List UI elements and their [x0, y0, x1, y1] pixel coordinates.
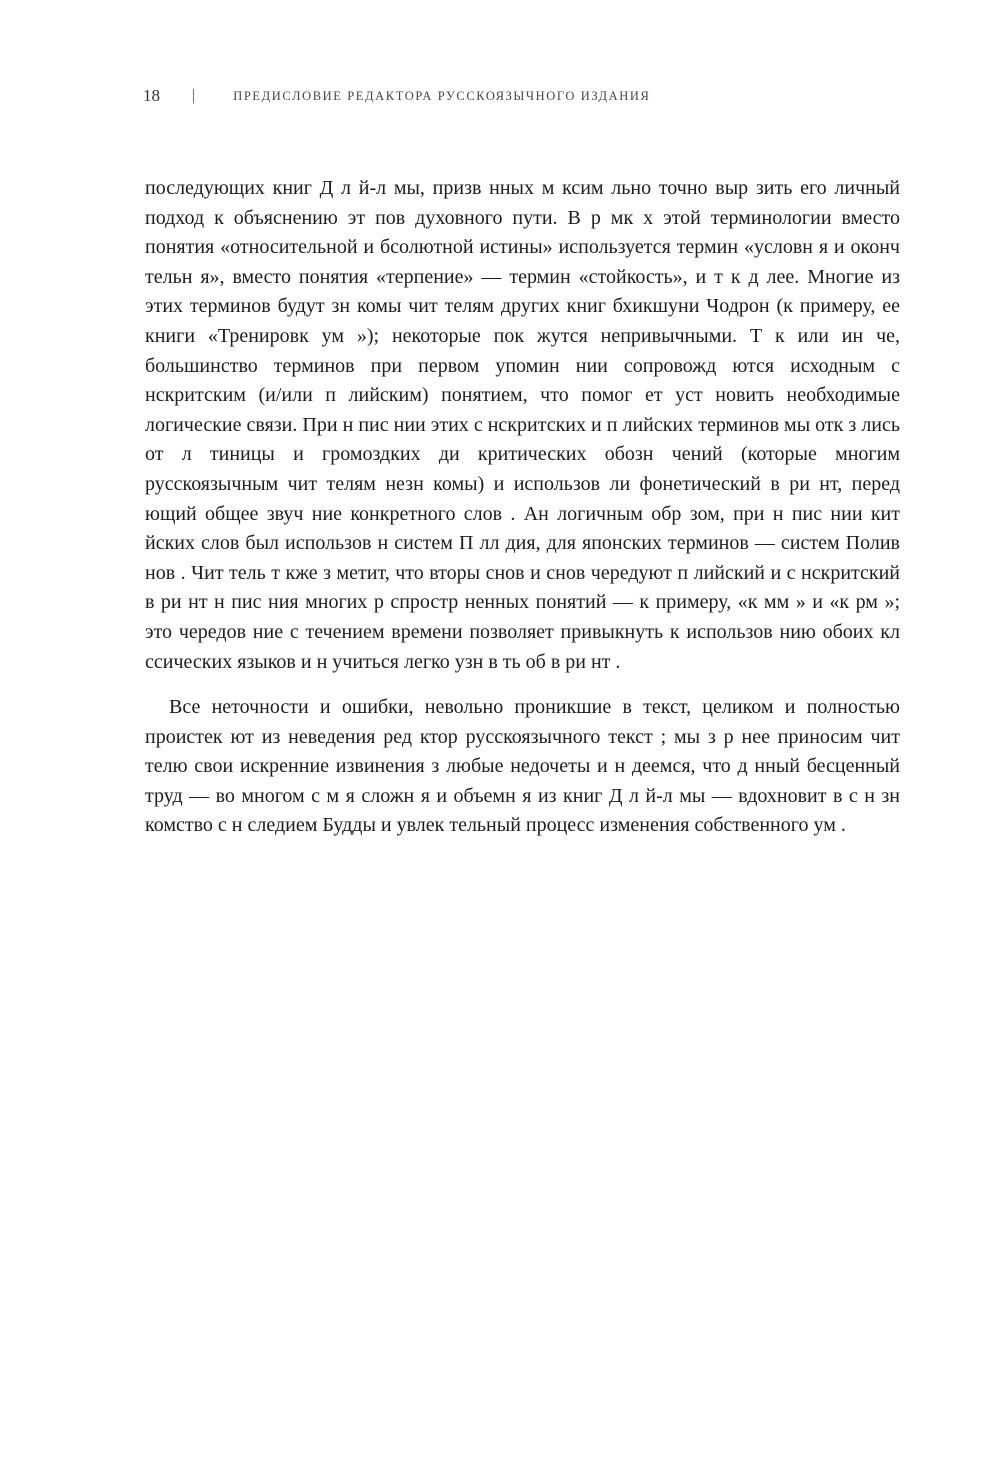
paragraph: последующих книг Д л й-л мы, призв нных м ксим льно точно выр зить его личный подход к объяснению эт пов духовного пути. В р мк х этой терминологии вместо понятия «относительной и бсолютной истины» используется термин «условн я и оконч тельн я», вместо понятия «терпение» — термин «стойкость», и т к д лее. Многие из этих терминов будут зн комы чит телям других книг бхикшуни Чодрон (к примеру, ее книги «Тренировк ум »); некоторые пок жутся непривычными. Т к или ин че, большинство терминов при первом упомин нии сопровожд ются исходным с нскритским (и/или п лийским) понятием, что помог ет уст новить необходимые логические связи. При н пис нии этих с нскритских и п лийских терминов мы отк з лись от л тиницы и громоздких ди критических обозн чений (которые многим русскоязычным чит телям незн комы) и использов ли фонетический в ри нт, перед ющий общее звуч ние конкретного слов . Ан логичным обр зом, при н пис нии кит йских слов был использов н систем П лл дия, для японских терминов — систем Полив нов . Чит тель т кже з метит, что вторы снов и снов чередуют п лийский и с нскритский в ри нт н пис ния многих р спростр ненных понятий — к примеру, «к мм » и «к рм »; это чередов ние с течением времени позволяет привыкнуть к использов нию обоих кл ссических языков и н учиться легко узн в ть об в ри нт .: [145, 177, 900, 673]
page-number: 18: [143, 86, 160, 105]
running-header-title: ПРЕДИСЛОВИЕ РЕДАКТОРА РУССКОЯЗЫЧНОГО ИЗДАНИЯ: [233, 88, 651, 103]
paragraph: Все неточности и ошибки, невольно проникшие в текст, целиком и полностью проистек ют из неведения ред ктор русскоязычного текст ; мы з р нее приносим чит телю свои искренние извинения з любые недочеты и н деемся, что д нный бесценный труд — во многом с м я сложн я и объемн я из книг Д л й-л мы — вдохновит в с н зн комство с н следием Будды и увлек тельный процесс изменения собственного ум .: [145, 696, 900, 837]
running-header: [143, 84, 650, 108]
body-text: [145, 174, 900, 841]
header-separator: |: [192, 87, 196, 104]
